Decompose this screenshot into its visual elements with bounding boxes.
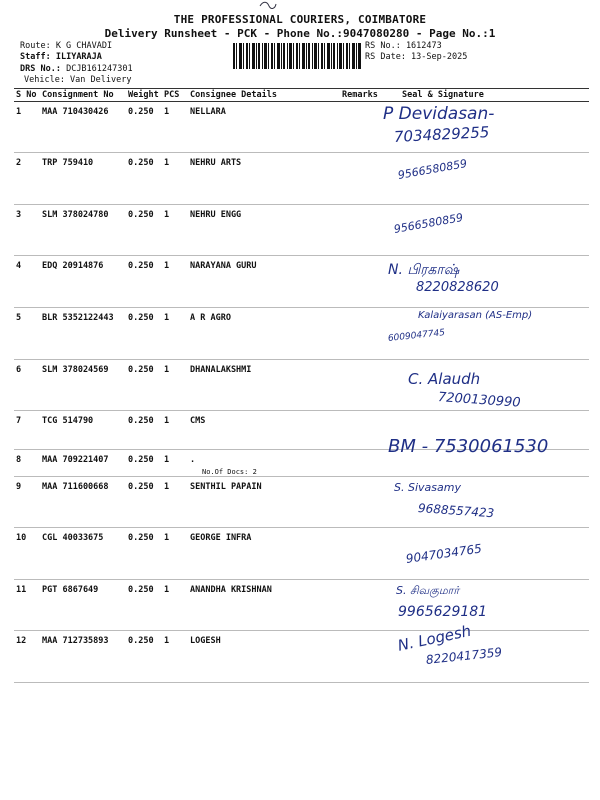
signature-cell <box>378 256 589 308</box>
table-header-row <box>14 89 589 102</box>
pcs-cell <box>162 580 188 631</box>
pcs-cell <box>162 450 188 477</box>
col-header-sno: S No <box>14 89 40 102</box>
table-row <box>14 477 589 528</box>
sno-text: 8 <box>16 455 22 465</box>
table-row <box>14 528 589 580</box>
sno-cell <box>14 360 40 411</box>
pcs-text: 1 <box>164 158 170 168</box>
pcs-cell <box>162 360 188 411</box>
consignment-cell <box>40 205 126 256</box>
weight-cell <box>126 631 162 683</box>
consignment-text: TCG 514790 <box>42 416 94 426</box>
consignment-cell <box>40 528 126 580</box>
consignee-cell <box>188 256 340 308</box>
weight-cell <box>126 580 162 631</box>
remarks-cell <box>340 102 378 153</box>
table-row <box>14 205 589 256</box>
staff-label: Staff: <box>20 52 51 62</box>
remarks-cell <box>340 256 378 308</box>
signature-cell <box>378 621 589 683</box>
consignee-cell <box>188 308 340 360</box>
signature-cell <box>378 153 589 205</box>
remarks-cell <box>340 360 378 411</box>
remarks-cell <box>340 411 378 450</box>
consignment-cell <box>40 477 126 528</box>
remarks-cell <box>340 580 378 631</box>
remarks-cell <box>340 450 378 477</box>
remarks-cell <box>340 477 378 528</box>
consignment-text: SLM 378024780 <box>42 210 109 220</box>
sno-cell <box>14 631 40 683</box>
sno-cell <box>14 477 40 528</box>
weight-cell <box>126 528 162 580</box>
sno-cell <box>14 580 40 631</box>
sno-text: 1 <box>16 107 22 117</box>
pcs-text: 1 <box>164 210 170 220</box>
sno-text: 9 <box>16 482 22 492</box>
pcs-cell <box>162 256 188 308</box>
staff-value: ILIYARAJA <box>55 52 102 62</box>
signature-phone: 9688557423 <box>417 501 495 521</box>
consignment-text: BLR 5352122443 <box>42 313 114 323</box>
consignee-text: ANANDHA KRISHNAN <box>190 585 272 595</box>
weight-text: 0.250 <box>128 210 154 220</box>
consignee-cell <box>188 205 340 256</box>
remarks-cell <box>340 308 378 360</box>
sno-cell <box>14 528 40 580</box>
barcode-image <box>233 43 361 69</box>
consignee-cell <box>188 450 340 477</box>
consignment-cell <box>40 631 126 683</box>
signature-phone: 7034829255 <box>393 123 490 146</box>
signature-cell <box>378 102 589 153</box>
consignee-text: GEORGE INFRA <box>190 533 252 543</box>
consignment-text: CGL 40033675 <box>42 533 104 543</box>
consignment-cell <box>40 580 126 631</box>
weight-cell <box>126 102 162 153</box>
sno-cell <box>14 256 40 308</box>
consignee-cell <box>188 477 340 528</box>
pcs-text: 1 <box>164 585 170 595</box>
consignee-text: NELLARA <box>190 107 226 117</box>
consignment-text: PGT 6867649 <box>42 585 99 595</box>
pcs-text: 1 <box>164 313 170 323</box>
pcs-cell <box>162 477 188 528</box>
signature-name: S. சிவகுமார் <box>396 584 460 597</box>
consignment-text: MAA 711600668 <box>42 482 109 492</box>
consignee-text: DHANALAKSHMI <box>190 365 252 375</box>
signature-name: P Devidasan- <box>383 104 495 124</box>
signature-name: C. Alaudh <box>408 370 481 388</box>
table-row <box>14 450 589 477</box>
pcs-text: 1 <box>164 416 170 426</box>
consignee-cell <box>188 411 340 450</box>
signature-cell <box>378 580 589 631</box>
col-header-remarks: Remarks <box>342 90 378 100</box>
signature-cell <box>378 360 589 411</box>
sno-cell <box>14 205 40 256</box>
route-text: Route: K G CHAVADI <box>20 41 113 51</box>
consignment-text: MAA 709221407 <box>42 455 109 465</box>
col-header-consignment: Consignment No <box>40 89 126 102</box>
vehicle-text: Vehicle: Van Delivery <box>24 75 132 85</box>
col-header-consignee: Consignee Details <box>188 89 340 102</box>
consignee-text: A R AGRO <box>190 313 231 323</box>
rs-number: RS No.: 1612473 <box>365 41 442 51</box>
weight-cell <box>126 450 162 477</box>
consignment-cell <box>40 411 126 450</box>
sno-cell <box>14 308 40 360</box>
pcs-cell <box>162 153 188 205</box>
signature-phone: 8220828620 <box>416 280 499 295</box>
signature-phone: 7200130990 <box>437 390 522 411</box>
signature-name: N. பிரகாஷ் <box>388 262 460 278</box>
consignment-cell <box>40 308 126 360</box>
weight-text: 0.250 <box>128 636 154 646</box>
remarks-cell <box>340 631 378 683</box>
weight-cell <box>126 308 162 360</box>
consignee-cell <box>188 631 340 683</box>
weight-cell <box>126 153 162 205</box>
remarks-cell <box>340 205 378 256</box>
sno-text: 6 <box>16 365 22 375</box>
docs-count: No.Of Docs: 2 <box>202 468 257 476</box>
consignee-text: LOGESH <box>190 636 221 646</box>
col-header-pcs: PCS <box>162 89 188 102</box>
pcs-cell <box>162 308 188 360</box>
sno-text: 2 <box>16 158 22 168</box>
pcs-text: 1 <box>164 261 170 271</box>
pcs-text: 1 <box>164 482 170 492</box>
consignee-cell <box>188 153 340 205</box>
signature-cell <box>378 436 589 477</box>
scribble-mark-icon <box>258 0 278 12</box>
weight-cell <box>126 360 162 411</box>
weight-cell <box>126 256 162 308</box>
sno-text: 12 <box>16 636 27 646</box>
signature-cell <box>378 205 589 256</box>
consignment-text: SLM 378024569 <box>42 365 109 375</box>
company-title: THE PROFESSIONAL COURIERS, COIMBATORE <box>173 13 427 26</box>
signature-phone: 9566580859 <box>392 210 465 236</box>
consignee-text: . <box>190 455 196 465</box>
pcs-text: 1 <box>164 107 170 117</box>
signature-name: Kalaiyarasan (AS-Emp) <box>418 310 533 321</box>
consignment-cell <box>40 450 126 477</box>
signature-phone: 9965629181 <box>398 604 488 620</box>
signature-name: N. Logesh <box>396 621 473 655</box>
weight-text: 0.250 <box>128 313 154 323</box>
runsheet-table <box>14 88 589 683</box>
signature-cell <box>378 528 589 580</box>
weight-text: 0.250 <box>128 107 154 117</box>
weight-text: 0.250 <box>128 158 154 168</box>
sno-cell <box>14 411 40 450</box>
weight-text: 0.250 <box>128 455 154 465</box>
table-row <box>14 256 589 308</box>
consignee-text: NEHRU ENGG <box>190 210 242 220</box>
pcs-cell <box>162 528 188 580</box>
pcs-text: 1 <box>164 365 170 375</box>
signature-phone: 9566580859 <box>396 156 469 182</box>
consignment-cell <box>40 360 126 411</box>
sno-cell <box>14 153 40 205</box>
signature-phone: 8220417359 <box>425 645 503 667</box>
consignment-cell <box>40 153 126 205</box>
consignment-text: MAA 712735893 <box>42 636 109 646</box>
signature-cell <box>378 477 589 528</box>
consignee-cell <box>188 528 340 580</box>
consignment-text: TRP 759410 <box>42 158 94 168</box>
pcs-cell <box>162 411 188 450</box>
sno-cell <box>14 450 40 477</box>
remarks-cell <box>340 153 378 205</box>
sno-cell <box>14 102 40 153</box>
table-row <box>14 580 589 631</box>
signature-cell <box>378 308 589 360</box>
pcs-cell <box>162 102 188 153</box>
col-header-signature: Seal & Signature <box>378 89 589 102</box>
weight-text: 0.250 <box>128 585 154 595</box>
consignee-cell <box>188 360 340 411</box>
staff-line <box>20 52 102 62</box>
drs-label: DRS No.: <box>20 64 61 74</box>
sno-text: 10 <box>16 533 27 543</box>
sno-text: 11 <box>16 585 27 595</box>
table-row <box>14 102 589 153</box>
drs-line <box>20 64 133 74</box>
consignee-text: NEHRU ARTS <box>190 158 242 168</box>
weight-text: 0.250 <box>128 482 154 492</box>
weight-text: 0.250 <box>128 261 154 271</box>
pcs-text: 1 <box>164 533 170 543</box>
consignment-text: MAA 710430426 <box>42 107 109 117</box>
table-row <box>14 631 589 683</box>
consignment-cell <box>40 256 126 308</box>
weight-text: 0.250 <box>128 416 154 426</box>
drs-value: DCJB161247301 <box>66 64 133 74</box>
consignee-text: SENTHIL PAPAIN <box>190 482 262 492</box>
sno-text: 3 <box>16 210 22 220</box>
signature-name: BM - 7530061530 <box>388 436 549 457</box>
remarks-cell <box>340 528 378 580</box>
signature-phone: 9047034765 <box>405 541 483 566</box>
weight-text: 0.250 <box>128 533 154 543</box>
signature-name: S. Sivasamy <box>394 481 461 494</box>
consignment-cell <box>40 102 126 153</box>
table-row <box>14 360 589 411</box>
consignee-text: CMS <box>190 416 206 426</box>
weight-cell <box>126 205 162 256</box>
pcs-cell <box>162 205 188 256</box>
runsheet-subtitle: Delivery Runsheet - PCK - Phone No.:9047080280 - Page No.:1 <box>104 27 496 40</box>
consignee-text: NARAYANA GURU <box>190 261 257 271</box>
weight-text: 0.250 <box>128 365 154 375</box>
signature-phone: 6009047745 <box>387 328 446 344</box>
sno-text: 7 <box>16 416 22 426</box>
rs-date: RS Date: 13-Sep-2025 <box>365 52 468 62</box>
pcs-text: 1 <box>164 636 170 646</box>
sno-text: 4 <box>16 261 22 271</box>
weight-cell <box>126 411 162 450</box>
pcs-text: 1 <box>164 455 170 465</box>
consignment-text: EDQ 20914876 <box>42 261 104 271</box>
table-row <box>14 308 589 360</box>
consignee-cell <box>188 580 340 631</box>
col-header-weight: Weight <box>126 89 162 102</box>
table-row <box>14 153 589 205</box>
pcs-cell <box>162 631 188 683</box>
consignee-cell <box>188 102 340 153</box>
weight-cell <box>126 477 162 528</box>
sno-text: 5 <box>16 313 22 323</box>
